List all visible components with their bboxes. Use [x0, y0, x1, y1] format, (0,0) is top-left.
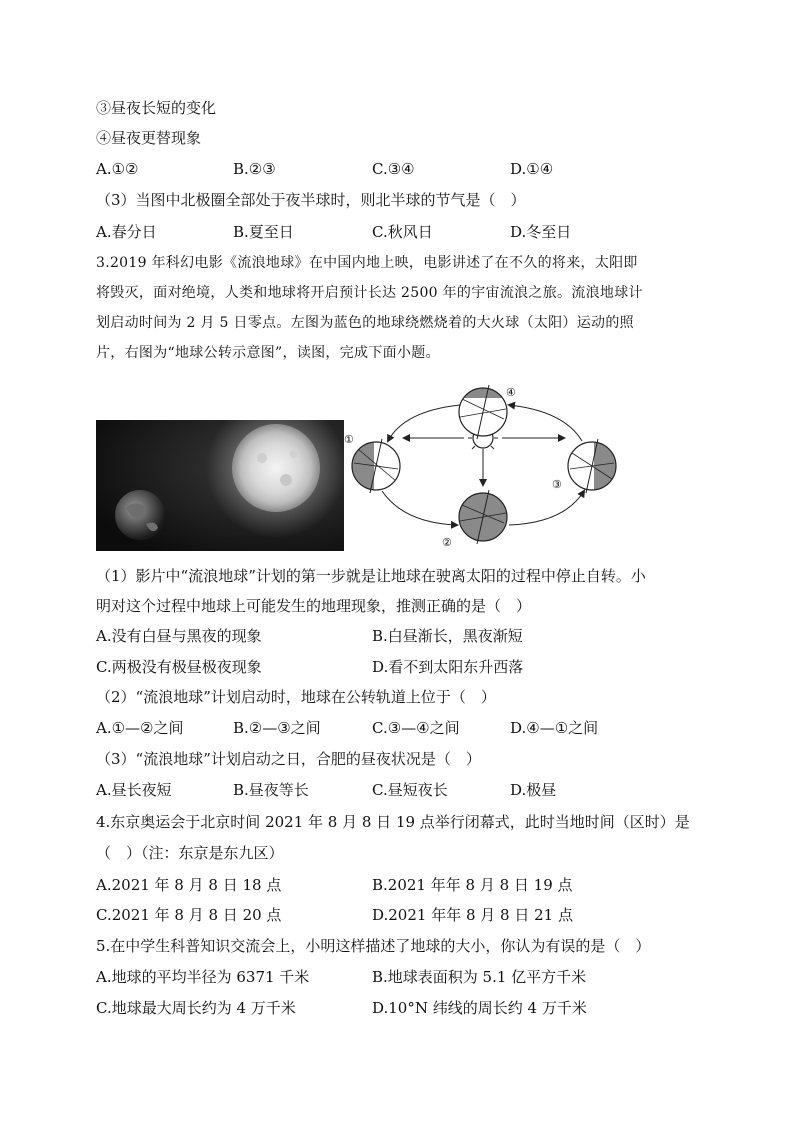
- earth-sun-photo: [96, 420, 344, 551]
- q3-stem: [96, 248, 706, 368]
- q4-option-a: A.2021 年 8 月 8 日 18 点: [96, 876, 282, 894]
- q2-sub3-option-b: B.夏至日: [233, 223, 294, 241]
- q3-stem-line: 片，右图为“地球公转示意图”，读图，完成下面小题。: [96, 345, 440, 361]
- q3-sub2-option-c: C.③—④之间: [372, 719, 460, 737]
- q3-sub1-option-b: B.白昼渐长，黑夜渐短: [372, 627, 523, 645]
- q2-option-a: A.①②: [96, 160, 139, 178]
- q5-stem: 5.在中学生科普知识交流会上，小明这样描述了地球的大小，你认为有误的是（ ）: [96, 937, 651, 955]
- q3-stem-line: 划启动时间为 2 月 5 日零点。左图为蓝色的地球绕燃烧着的大火球（太阳）运动的照: [96, 315, 634, 331]
- q4-stem-line: （ ）（注：东京是东九区）: [96, 844, 284, 862]
- q2-option-d: D.①④: [510, 160, 554, 178]
- q2-item-4: ④昼夜更替现象: [96, 129, 202, 147]
- q2-sub3-option-d: D.冬至日: [510, 223, 572, 241]
- q5-option-b: B.地球表面积为 5.1 亿平方千米: [372, 968, 587, 986]
- q3-sub3-stem: （3）“流浪地球”计划启动之日，合肥的昼夜状况是（ ）: [96, 750, 481, 768]
- earth-revolution-diagram: [344, 383, 624, 555]
- figure-label-3: ③: [552, 478, 562, 491]
- q3-sub3-option-d: D.极昼: [510, 781, 557, 799]
- earth-position-4: [459, 385, 507, 439]
- q3-sub3-option-a: A.昼长夜短: [96, 781, 172, 799]
- earth-position-1: [352, 439, 400, 493]
- q2-sub3-stem: （3）当图中北极圈全部处于夜半球时，则北半球的节气是（ ）: [96, 191, 526, 209]
- q3-sub1-option-a: A.没有白昼与黑夜的现象: [96, 627, 262, 645]
- q3-sub2-stem: （2）“流浪地球”计划启动时，地球在公转轨道上位于（ ）: [96, 688, 496, 706]
- q3-sub1-line: 明对这个过程中地球上可能发生的地理现象，推测正确的是（ ）: [96, 597, 532, 615]
- q3-sub1-line: （1）影片中“流浪地球”计划的第一步就是让地球在驶离太阳的过程中停止自转。小: [96, 567, 646, 585]
- figure-label-4: ④: [506, 386, 516, 399]
- q5-option-d: D.10°N 纬线的周长约 4 万千米: [372, 999, 587, 1017]
- q3-sub2-option-d: D.④—①之间: [510, 719, 599, 737]
- earth-position-2: [459, 490, 507, 544]
- q4-stem-line: 4.东京奥运会于北京时间 2021 年 8 月 8 日 19 点举行闭幕式，此时当地时间（区时）是: [96, 813, 690, 831]
- q5-option-a: A.地球的平均半径为 6371 千米: [96, 968, 310, 986]
- q3-stem-line: 3.2019 年科幻电影《流浪地球》在中国内地上映，电影讲述了在不久的将来，太阳即: [96, 255, 638, 271]
- q2-sub3-option-a: A.春分日: [96, 223, 157, 241]
- q2-item-3: ③昼夜长短的变化: [96, 99, 217, 117]
- q4-option-c: C.2021 年 8 月 8 日 20 点: [96, 906, 282, 924]
- q3-sub2-option-a: A.①—②之间: [96, 719, 184, 737]
- q3-sub2-option-b: B.②—③之间: [233, 719, 321, 737]
- q3-sub1-option-c: C.两极没有极昼极夜现象: [96, 658, 262, 676]
- q3-stem-line: 将毁灭，面对绝境，人类和地球将开启预计长达 2500 年的宇宙流浪之旅。流浪地球计: [96, 285, 643, 301]
- figure-label-2: ②: [442, 536, 452, 549]
- q2-sub3-option-c: C.秋风日: [372, 223, 433, 241]
- q2-option-c: C.③④: [372, 160, 415, 178]
- q3-sub3-option-c: C.昼短夜长: [372, 781, 448, 799]
- figure-label-1: ①: [344, 433, 354, 446]
- q4-option-b: B.2021 年年 8 月 8 日 19 点: [372, 876, 573, 894]
- q5-option-c: C.地球最大周长约为 4 万千米: [96, 999, 296, 1017]
- q3-sub1-option-d: D.看不到太阳东升西落: [372, 658, 524, 676]
- q2-option-b: B.②③: [233, 160, 276, 178]
- earth-position-3: [568, 439, 616, 493]
- q4-option-d: D.2021 年年 8 月 8 日 21 点: [372, 906, 573, 924]
- q3-sub3-option-b: B.昼夜等长: [233, 781, 309, 799]
